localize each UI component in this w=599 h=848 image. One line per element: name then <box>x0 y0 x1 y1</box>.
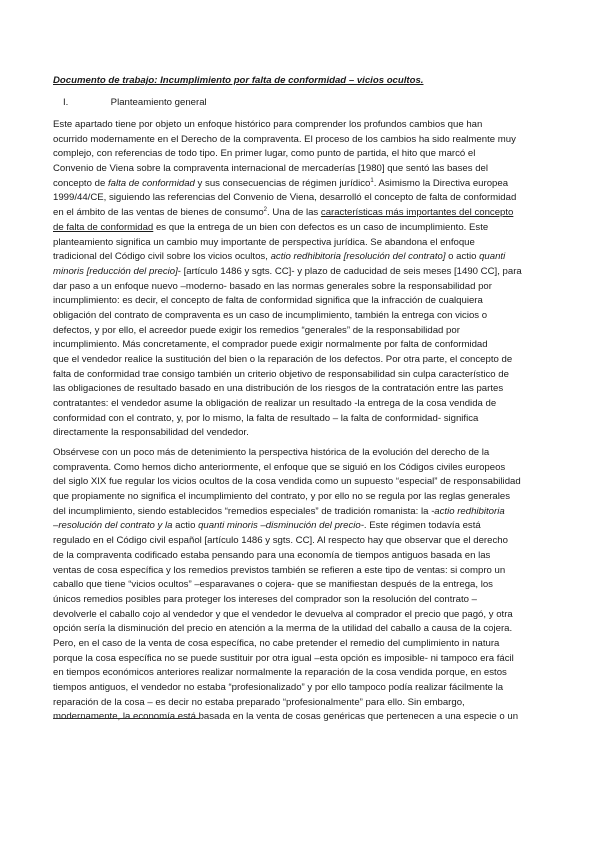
paragraph-line <box>53 637 548 652</box>
paragraph-line <box>53 505 548 520</box>
text-run: tiempos antiguos, el vendedor no estaba “profesionalizado” y por ello tampoco podía realizar fácilmente la <box>53 682 504 693</box>
paragraph-line <box>53 666 548 681</box>
text-run: modernamente, la economía está basada en la venta de cosas genéricas que pertenecen a una especie o un <box>53 711 519 723</box>
text-run: Pero, en el caso de la venta de cosa específica, no cabe pretender el remedio del cumplimiento in natura <box>53 637 500 649</box>
paragraph-line <box>53 368 548 383</box>
paragraph-line <box>53 681 548 696</box>
italic-text: quanti <box>479 251 506 263</box>
paragraph-line <box>53 221 548 236</box>
paragraph-line <box>53 280 548 295</box>
text-run: . Asimismo la Directiva europea <box>373 177 509 189</box>
text-run: ventas de cosa específica y los remedios previstos también se refieren a este tipo de ventas: si compro un <box>53 564 506 576</box>
paragraph-line <box>53 118 548 133</box>
footnote-reference: 2 <box>263 207 268 214</box>
section-title: Planteamiento general <box>110 97 207 108</box>
text-run: únicos remedios posibles para proteger los intereses del comprador son la resolución del contrato – <box>53 593 477 605</box>
section-heading <box>63 97 207 108</box>
paragraph-line <box>53 475 548 490</box>
paragraph-line <box>53 191 548 206</box>
text-run: que propiamente no significa el incumplimiento del contrato, y por ello no se regula por las reglas generales <box>53 491 511 503</box>
underlined-text: características más importantes del concepto <box>320 207 514 219</box>
text-run: . Una de las <box>267 207 321 219</box>
italic-text: –resolución del contrato y la <box>53 520 173 532</box>
text-run: dar paso a un enfoque nuevo –moderno- basado en las normas generales sobre la responsabilidad por <box>53 280 492 292</box>
paragraph-line <box>53 578 548 593</box>
paragraph-line <box>53 564 548 579</box>
paragraph-line <box>53 534 548 549</box>
paragraph-line <box>53 147 548 162</box>
text-run: - [artículo 1486 y sgts. CC]- y plazo de caducidad de seis meses [1490 CC], para <box>177 265 522 277</box>
paragraph-line <box>53 162 548 177</box>
paragraph-line <box>53 490 548 505</box>
text-run: regulado en el Código civil español [artículo 1486 y sgts. CC]. Al respecto hay que observar que el derecho <box>53 535 508 547</box>
paragraph-line <box>53 206 548 221</box>
underlined-text: de falta de conformidad <box>53 221 154 233</box>
text-run: Convenio de Viena sobre la compraventa internacional de mercaderías [1980] que sentó las bases del <box>53 163 489 175</box>
paragraph-line <box>53 652 548 667</box>
text-run: incumplimiento: es decir, el concepto de falta de conformidad significa que la infracción de cualquiera <box>53 295 483 307</box>
text-run: y sus consecuencias de régimen jurídico <box>194 177 371 189</box>
paragraph-historical-evolution <box>53 446 548 725</box>
paragraph-line <box>53 696 548 711</box>
footnote-reference: 1 <box>370 177 374 184</box>
text-run: defectos, y por ello, el acreedor puede exigir los remedios “generales” de la responsabilidad por <box>53 324 460 336</box>
text-run: complejo, con referencias de todo tipo. En primer lugar, como punto de partida, el hito que marcó el <box>53 148 476 160</box>
paragraph-line <box>53 265 548 280</box>
paragraph-line <box>53 461 548 476</box>
text-run: incumplimiento. Más concretamente, el comprador puede exigir normalmente por falta de conformidad <box>53 339 488 351</box>
italic-text: actio redhibitoria [resolución del contrato] <box>270 251 446 263</box>
paragraph-line <box>53 133 548 148</box>
text-run: porque la cosa específica no se puede sustituir por otra igual –esta opción es imposible- ni tampoco era fácil <box>53 652 514 664</box>
text-run: del siglo XIX fue regular los vicios ocultos de la cosa vendida como un supuesto “especial” de responsabilidad <box>53 476 521 488</box>
text-run: falta de conformidad trae consigo también un criterio objetivo de responsabilidad sin culpa característico de <box>53 368 509 380</box>
text-run: ocurrido modernamente en el Derecho de la compraventa. El proceso de los cambios ha sido realmente muy <box>53 133 516 145</box>
italic-text: falta de conformidad <box>107 177 195 189</box>
italic-text: minoris [reducción del precio] <box>53 265 178 277</box>
paragraph-line <box>53 397 548 412</box>
paragraph-line <box>53 294 548 309</box>
paragraph-line <box>53 593 548 608</box>
section-number: I. <box>63 97 69 108</box>
text-run: del incumplimiento, siendo establecidos “remedios especiales” de tradición romanista: la <box>53 505 432 517</box>
text-run: contratantes: el vendedor asume la obligación de realizar un resultado -la entrega de la cosa vendida de <box>53 398 497 410</box>
text-run: obligación del contrato de compraventa es un caso de incumplimiento, también la entrega con vicios o <box>53 309 488 321</box>
text-run: conformidad con el contrato, y, por lo mismo, la falta de resultado – la falta de conformidad- significa <box>53 412 479 424</box>
text-run: 1999/44/CE, siguiendo las referencias del Convenio de Viena, desarrolló el concepto de falta de conformidad <box>53 192 517 204</box>
text-run: de la compraventa codificado estaba pensando para una economía de tiempos antiguos basada en las <box>53 549 491 561</box>
document-title: Documento de trabajo: Incumplimiento por falta de conformidad – vicios ocultos. <box>53 75 424 86</box>
paragraph-line <box>53 608 548 623</box>
paragraph-historical-approach <box>53 118 548 441</box>
text-run: que el vendedor realice la sustitución del bien o la reparación de los defectos. Por otra parte, el concepto de <box>53 354 513 365</box>
text-run: . Este régimen todavía está <box>363 520 481 532</box>
paragraph-line <box>53 338 548 353</box>
paragraph-line <box>53 382 548 397</box>
paragraph-line <box>53 236 548 251</box>
paragraph-line <box>53 519 548 534</box>
footnote-separator <box>53 718 200 719</box>
text-run: Obsérvese con un poco más de detenimiento la perspectiva histórica de la evolución del derecho de la <box>53 447 490 458</box>
paragraph-line <box>53 622 548 637</box>
paragraph-line <box>53 309 548 324</box>
text-run: Este apartado tiene por objeto un enfoque histórico para comprender los profundos cambios que han <box>53 119 483 130</box>
text-run: directamente la responsabilidad del vendedor. <box>53 427 249 439</box>
text-run: concepto de <box>53 177 108 189</box>
paragraph-line <box>53 412 548 427</box>
text-run: planteamiento significa un cambio muy importante de perspectiva jurídica. Se abandona el enfoque <box>53 236 475 248</box>
text-run: compraventa. Como hemos dicho anteriormente, el enfoque que se siguió en los Códigos civiles europeos <box>53 461 506 473</box>
text-run: es que la entrega de un bien con defectos es un caso de incumplimiento. Este <box>153 221 489 233</box>
paragraph-line <box>53 250 548 265</box>
text-run: opción sería la disminución del precio en atención a la merma de la utilidad del caballo a causa de la cojera. <box>53 623 513 635</box>
text-run: en el ámbito de las ventas de bienes de consumo <box>53 207 264 219</box>
text-run: actio <box>172 520 199 532</box>
paragraph-line <box>53 177 548 192</box>
paragraph-line <box>53 549 548 564</box>
paragraph-line <box>53 324 548 339</box>
text-run: caballo que tiene “vicios ocultos” –esparavanes o cojera- que se manifiestan después de la entrega, los <box>53 579 493 591</box>
text-run: en tiempos económicos anteriores realizar normalmente la reparación de la cosa vendida porque, en estos <box>53 667 507 679</box>
paragraph-line <box>53 353 548 368</box>
text-run: o actio <box>445 251 480 263</box>
text-run: devolverle el caballo cojo al vendedor y que el vendedor le devuelva al comprador el precio que pagó, y otra <box>53 608 513 620</box>
text-run: tradicional del Código civil sobre los vicios ocultos, <box>53 251 271 263</box>
text-run: reparación de la cosa – es decir no estaba preparado “profesionalmente” para ello. Sin embargo, <box>53 696 465 708</box>
text-run: las obligaciones de resultado basado en una distribución de los riesgos de la contratación entre las partes <box>53 383 504 395</box>
italic-text: quanti minoris –disminución del precio- <box>198 520 364 532</box>
paragraph-line <box>53 446 548 461</box>
paragraph-line <box>53 426 548 441</box>
italic-text: -actio redhibitoria <box>431 505 505 517</box>
